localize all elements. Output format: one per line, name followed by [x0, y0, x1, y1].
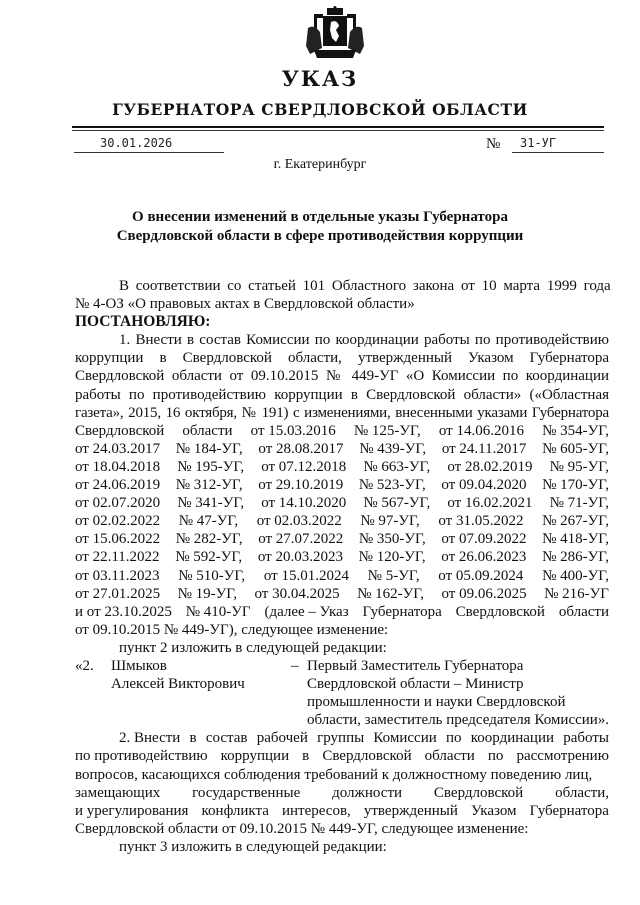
amendment-cell: области: [182, 422, 233, 439]
member-number: «2.: [75, 657, 94, 674]
amendment-cell: № 286-УГ,: [542, 549, 609, 566]
amendment-row: [75, 512, 609, 530]
tail-cell: Губернатора: [362, 603, 442, 620]
amendment-cell: № 282-УГ,: [175, 531, 243, 548]
member-position-line: области, заместитель председателя Комиссии».: [307, 712, 610, 729]
amendment-cell: от 18.04.2018: [75, 458, 161, 475]
amendment-cell: от 28.08.2017: [258, 440, 344, 457]
item1-tail-line: от 09.10.2015 № 449-УГ), следующее изменение:: [75, 621, 389, 638]
tail-cell: и от 23.10.2025: [75, 603, 172, 620]
amendment-cell: № 47-УГ,: [178, 513, 239, 530]
item2-word: государственные: [192, 784, 301, 801]
amendment-cell: от 05.09.2024: [438, 567, 524, 584]
tail-cell: (далее – Указ: [264, 603, 349, 620]
item1-line: коррупции в Свердловской области, утвержденный Указом Губернатора: [75, 350, 609, 367]
item2-word: 2. Внести: [119, 730, 181, 747]
member-dash: –: [291, 657, 299, 674]
item2-word: Комиссии: [373, 730, 437, 747]
amendment-cell: № 523-УГ,: [358, 477, 426, 494]
item2-word: Губернатора: [529, 802, 609, 819]
item1-line: Свердловской области от 09.10.2015 № 449-УГ «О Комиссии по координации: [75, 368, 609, 385]
item2-word: и урегулирования: [75, 802, 189, 819]
item2-word: состав: [205, 730, 248, 747]
amendment-row: [75, 458, 609, 476]
amendment-cell: № 605-УГ,: [542, 440, 609, 457]
subject-line: Свердловской области в сфере противодействия коррупции: [116, 228, 524, 244]
amendment-row: [75, 494, 609, 512]
item2-word: Указом: [470, 802, 517, 819]
decree-number: 31-УГ: [512, 135, 604, 153]
amendment-row: [75, 567, 609, 585]
preamble-line: № 4-ОЗ «О правовых актах в Свердловской области»: [75, 296, 415, 313]
amendment-row: [75, 530, 609, 548]
amendment-cell: от 02.02.2022: [75, 513, 161, 530]
amendment-cell: от 16.02.2021: [447, 495, 533, 512]
member-position-line: промышленности и науки Свердловской: [307, 694, 566, 711]
header-rule-thin: [72, 130, 604, 131]
item2-word: рассмотрению: [516, 748, 609, 765]
amendment-cell: от 28.02.2019: [447, 458, 533, 475]
amendment-cell: от 14.10.2020: [261, 495, 347, 512]
amendment-cell: от 07.12.2018: [261, 458, 347, 475]
amendment-cell: № 312-УГ,: [175, 477, 243, 494]
amendment-cell: № 95-УГ,: [549, 458, 609, 475]
item1-instruction: пункт 2 изложить в следующей редакции:: [119, 639, 387, 656]
item2-word: в: [302, 748, 310, 765]
member-name: Алексей Викторович: [111, 676, 245, 693]
amendment-row: [75, 440, 609, 458]
subject-line: О внесении изменений в отдельные указы Губернатора: [132, 209, 508, 225]
preamble-text: В соответствии со статьей 101 Областного закона от 10 марта 1999 года: [119, 278, 611, 294]
amendment-cell: № 97-УГ,: [360, 513, 420, 530]
amendment-cell: от 20.03.2023: [257, 549, 343, 566]
amendment-cell: № 510-УГ,: [178, 567, 246, 584]
amendment-cell: № 184-УГ,: [175, 440, 243, 457]
amendment-cell: № 125-УГ,: [353, 422, 421, 439]
header-rule-thick: [72, 126, 604, 128]
commission-member: [75, 657, 609, 729]
item2-line: [75, 729, 609, 747]
item2-word: области: [424, 748, 475, 765]
amendment-cell: от 14.06.2016: [438, 422, 524, 439]
amendment-row: [75, 422, 609, 440]
amendment-cell: от 15.06.2022: [75, 531, 161, 548]
item2-word: области,: [555, 784, 609, 801]
amendment-cell: № 400-УГ,: [542, 567, 609, 584]
amendment-cell: от 27.01.2025: [75, 585, 161, 602]
decree-subject: [0, 208, 640, 246]
amendment-cell: № 216-УГ: [544, 585, 609, 602]
decree-keyword: ПОСТАНОВЛЯЮ:: [75, 313, 211, 331]
amendment-row: [75, 476, 609, 494]
amendment-cell: № 663-УГ,: [363, 458, 431, 475]
amendment-cell: № 439-УГ,: [359, 440, 427, 457]
tail-cell: области: [558, 603, 609, 620]
amendment-cell: от 09.04.2020: [441, 477, 527, 494]
amendment-cell: от 03.11.2023: [75, 567, 160, 584]
item2-word: утвержденный: [363, 802, 458, 819]
amendment-cell: от 24.06.2019: [75, 477, 161, 494]
item1-line: 1. Внести в состав Комиссии по координации работы по противодействию: [119, 332, 609, 349]
preamble-line: [75, 277, 609, 295]
amendment-cell: от 29.10.2019: [258, 477, 344, 494]
item2-word: координации: [470, 730, 555, 747]
member-position-line: Первый Заместитель Губернатора: [307, 657, 524, 674]
amendment-cell: № 267-УГ,: [542, 513, 609, 530]
item2-word: по противодействию: [75, 748, 208, 765]
item2-line: [75, 766, 609, 784]
amendment-cell: от 24.11.2017: [441, 440, 527, 457]
amendment-cell: № 567-УГ,: [363, 495, 431, 512]
item2-word: рабочей: [256, 730, 308, 747]
member-position-line: Свердловской области – Министр: [307, 676, 524, 693]
amendment-cell: от 15.03.2016: [250, 422, 336, 439]
tail-cell: Свердловской: [455, 603, 545, 620]
amendment-cell: № 170-УГ,: [542, 477, 609, 494]
item2-line: [75, 747, 609, 765]
amendment-cell: № 418-УГ,: [542, 531, 609, 548]
item2-word: Свердловской: [433, 784, 524, 801]
decree-body: [75, 277, 609, 856]
number-label: №: [486, 136, 501, 152]
item2-line: [75, 784, 609, 802]
item1-tail-line: [75, 603, 609, 621]
amendment-cell: от 07.09.2022: [441, 531, 527, 548]
amendment-cell: № 354-УГ,: [542, 422, 609, 439]
decree-date: 30.01.2026: [74, 135, 224, 153]
amendment-cell: № 120-УГ,: [358, 549, 426, 566]
item2-line: Свердловской области от 09.10.2015 № 449-УГ, следующее изменение:: [75, 820, 529, 837]
tail-cell: № 410-УГ: [185, 603, 251, 620]
amendment-cell: от 24.03.2017: [75, 440, 161, 457]
item1-line: газета», 2015, 16 октября, № 191) с изменениями, внесенными указами Губернатора: [75, 404, 609, 421]
item2-word: Свердловской: [322, 748, 412, 765]
amendment-cell: № 592-УГ,: [175, 549, 243, 566]
amendment-row: [75, 548, 609, 566]
amendment-cell: от 26.06.2023: [441, 549, 527, 566]
item2-word: вопросов, касающихся соблюдения требований к должностному поведению лиц,: [75, 766, 593, 783]
document-type-title: УКАЗ: [281, 66, 359, 91]
item2-word: работы: [563, 730, 609, 747]
item2-paragraph: [75, 729, 609, 819]
amendment-cell: Свердловской: [75, 422, 165, 439]
amendment-row: [75, 585, 609, 603]
amendment-cell: № 350-УГ,: [358, 531, 426, 548]
item2-word: конфликта: [201, 802, 269, 819]
coat-of-arms-icon: [300, 6, 370, 62]
item1-line: работы по противодействию коррупции в Свердловской области» («Областная: [75, 386, 609, 403]
amendment-cell: от 15.01.2024: [263, 567, 349, 584]
item2-word: должности: [332, 784, 403, 801]
amendment-cell: № 341-УГ,: [177, 495, 245, 512]
issuer-title: ГУБЕРНАТОРА СВЕРДЛОВСКОЙ ОБЛАСТИ: [112, 100, 528, 119]
amendment-cell: от 22.11.2022: [75, 549, 160, 566]
item2-word: по: [487, 748, 504, 765]
amendment-cell: от 09.06.2025: [441, 585, 527, 602]
item2-line: [75, 802, 609, 820]
item2-word: группы: [317, 730, 365, 747]
amendment-cell: № 162-УГ,: [357, 585, 425, 602]
amendment-cell: № 19-УГ,: [177, 585, 238, 602]
amendment-cell: от 02.03.2022: [256, 513, 342, 530]
item2-word: в: [189, 730, 197, 747]
item2-word: коррупции: [220, 748, 290, 765]
item2-instruction: пункт 3 изложить в следующей редакции:: [119, 838, 387, 855]
item2-word: по: [446, 730, 462, 747]
amendments-table: [75, 422, 609, 603]
amendment-cell: от 27.07.2022: [258, 531, 344, 548]
amendment-cell: от 30.04.2025: [254, 585, 340, 602]
item2-word: интересов,: [282, 802, 351, 819]
amendment-cell: № 71-УГ,: [549, 495, 609, 512]
member-surname: Шмыков: [111, 657, 167, 674]
amendment-cell: № 195-УГ,: [177, 458, 245, 475]
city: г. Екатеринбург: [273, 157, 367, 172]
item2-word: замещающих: [75, 784, 161, 801]
amendment-cell: от 02.07.2020: [75, 495, 161, 512]
amendment-cell: № 5-УГ,: [367, 567, 420, 584]
amendment-cell: от 31.05.2022: [438, 513, 524, 530]
